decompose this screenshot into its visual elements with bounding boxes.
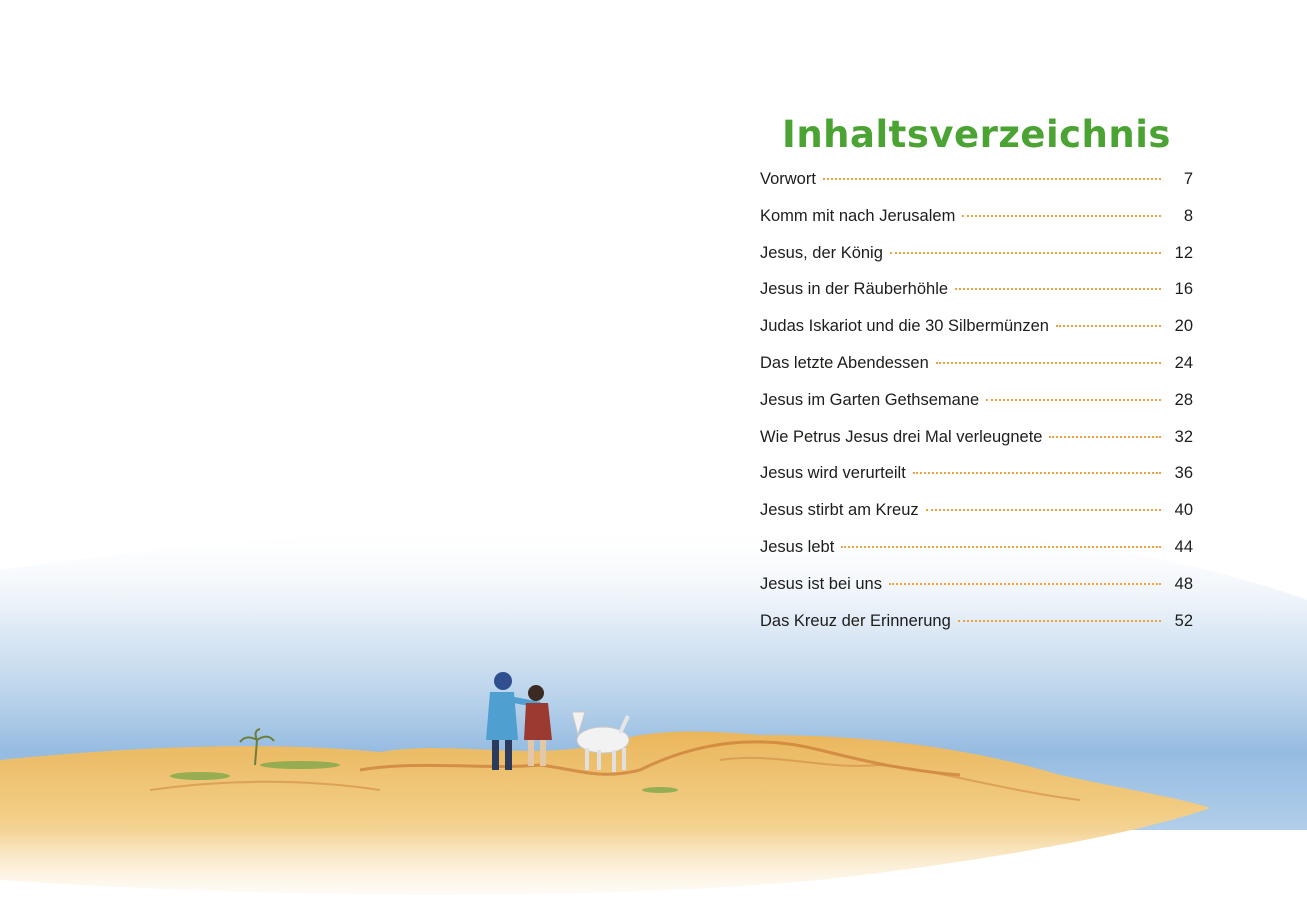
toc-entry-title: Das letzte Abendessen xyxy=(760,353,929,372)
toc-entry-title: Jesus in der Räuberhöhle xyxy=(760,280,949,299)
dot-leader xyxy=(1056,324,1161,327)
dot-leader xyxy=(936,361,1161,364)
dot-leader xyxy=(926,508,1161,511)
toc-entry[interactable] xyxy=(760,382,1193,419)
dot-leader xyxy=(913,471,1161,474)
toc-entry-title: Komm mit nach Jerusalem xyxy=(760,206,956,225)
toc-entry[interactable] xyxy=(760,603,1193,640)
dot-leader xyxy=(955,287,1161,290)
dot-leader xyxy=(986,398,1161,401)
toc-entry[interactable] xyxy=(760,529,1193,566)
toc-entry-page: 36 xyxy=(1174,464,1193,483)
toc-entry-page: 48 xyxy=(1174,574,1193,593)
toc-entry-title: Jesus lebt xyxy=(760,537,835,556)
table-of-contents xyxy=(760,161,1193,639)
toc-entry-page: 32 xyxy=(1174,427,1193,446)
toc-entry-title: Wie Petrus Jesus drei Mal verleugnete xyxy=(760,427,1043,446)
toc-entry-title: Jesus im Garten Gethsemane xyxy=(760,390,980,409)
toc-entry[interactable] xyxy=(760,198,1193,235)
dot-leader xyxy=(841,545,1161,548)
toc-entry-title: Das Kreuz der Erinnerung xyxy=(760,611,951,630)
toc-entry-page: 44 xyxy=(1174,537,1193,556)
toc-entry[interactable] xyxy=(760,235,1193,272)
dot-leader xyxy=(1049,435,1161,438)
toc-entry-title: Jesus wird verurteilt xyxy=(760,464,906,483)
toc-entry-page: 52 xyxy=(1174,611,1193,630)
toc-entry-title: Judas Iskariot und die 30 Silbermünzen xyxy=(760,317,1049,336)
page-title: Inhaltsverzeichnis xyxy=(782,112,1171,156)
toc-entry-title: Jesus stirbt am Kreuz xyxy=(760,501,919,520)
toc-entry[interactable] xyxy=(760,455,1193,492)
toc-entry-page: 8 xyxy=(1183,206,1193,225)
toc-entry[interactable] xyxy=(760,161,1193,198)
toc-entry-title: Jesus, der König xyxy=(760,243,883,262)
toc-entry-page: 28 xyxy=(1174,390,1193,409)
toc-entry-page: 16 xyxy=(1174,280,1193,299)
toc-entry[interactable] xyxy=(760,308,1193,345)
toc-entry-page: 7 xyxy=(1183,170,1193,188)
dot-leader xyxy=(962,214,1161,217)
toc-entry-page: 40 xyxy=(1174,501,1193,520)
dot-leader xyxy=(889,582,1161,585)
toc-entry-title: Jesus ist bei uns xyxy=(760,574,882,593)
toc-entry[interactable] xyxy=(760,419,1193,456)
toc-entry-page: 20 xyxy=(1174,317,1193,336)
dot-leader xyxy=(890,251,1161,254)
dot-leader xyxy=(958,619,1161,622)
dot-leader xyxy=(823,177,1161,180)
toc-entry[interactable] xyxy=(760,492,1193,529)
toc-entry-page: 12 xyxy=(1174,243,1193,262)
toc-entry[interactable] xyxy=(760,345,1193,382)
toc-entry[interactable] xyxy=(760,271,1193,308)
toc-entry[interactable] xyxy=(760,566,1193,603)
toc-entry-title: Vorwort xyxy=(760,170,816,188)
toc-entry-page: 24 xyxy=(1174,353,1193,372)
